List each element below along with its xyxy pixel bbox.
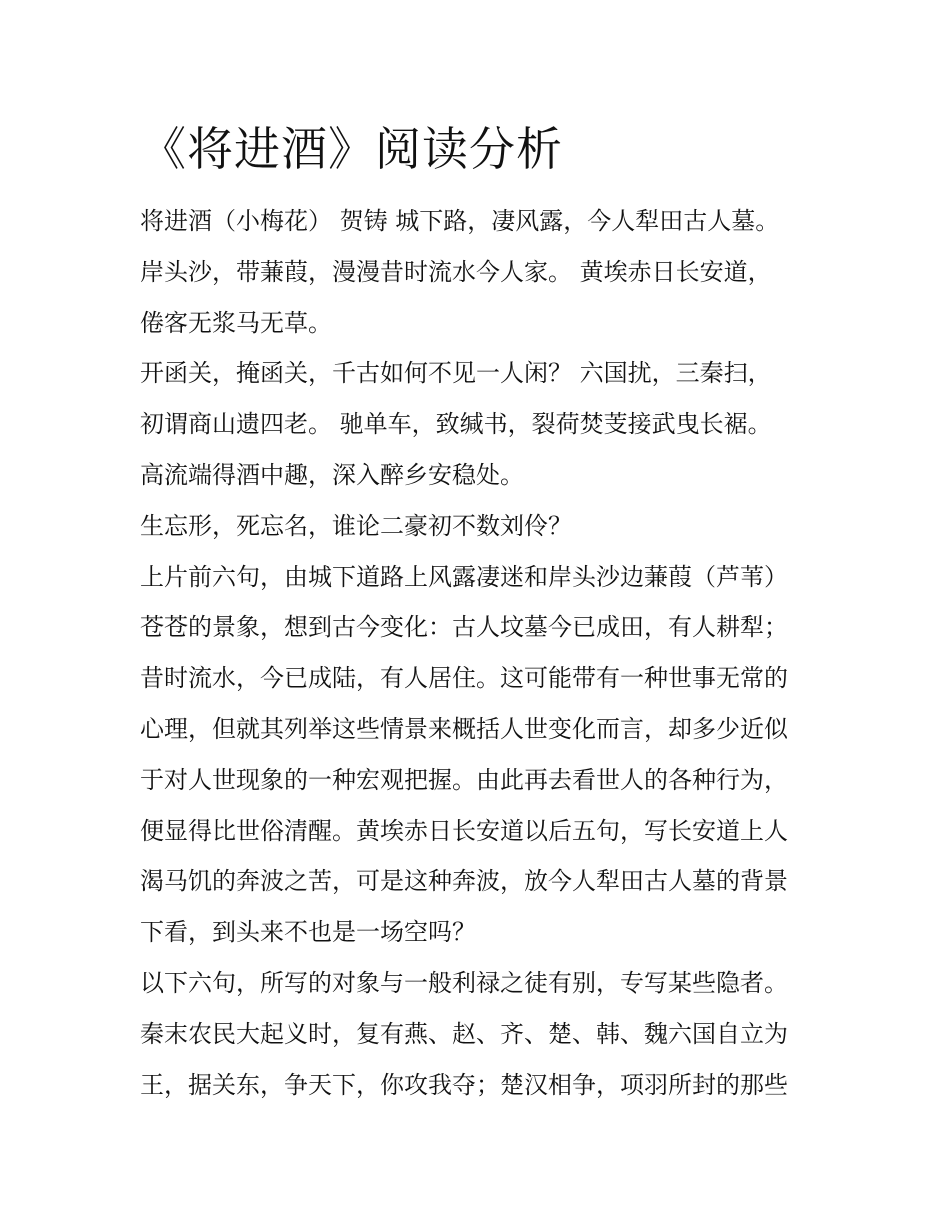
- text-line: 苍苍的景象，想到古今变化：古人坟墓今已成田，有人耕犁；: [140, 613, 788, 642]
- text-line: 秦末农民大起义时，复有燕、赵、齐、楚、韩、魏六国自立为: [140, 1019, 788, 1048]
- text-line: 生忘形，死忘名，谁论二豪初不数刘伶？: [140, 511, 572, 540]
- text-line: 王，据关东，争天下，你攻我夺；楚汉相争，项羽所封的那些: [140, 1070, 788, 1099]
- text-line: 以下六句，所写的对象与一般利禄之徒有别，专写某些隐者。: [140, 968, 788, 997]
- text-line: 于对人世现象的一种宏观把握。由此再去看世人的各种行为，: [140, 765, 788, 794]
- text-line: 昔时流水，今已成陆，有人居住。这可能带有一种世事无常的: [140, 664, 788, 693]
- text-line: 倦客无浆马无草。: [140, 308, 332, 337]
- text-line: 开函关，掩函关，千古如何不见一人闲？ 六国扰，三秦扫，: [140, 359, 772, 388]
- document-body: [140, 196, 830, 1110]
- text-line: 高流端得酒中趣，深入醉乡安稳处。: [140, 460, 524, 489]
- text-line: 岸头沙，带蒹葭，漫漫昔时流水今人家。 黄埃赤日长安道，: [140, 257, 772, 286]
- document-title: 《将进酒》阅读分析: [140, 122, 563, 176]
- text-line: 心理，但就其列举这些情景来概括人世变化而言，却多少近似: [140, 714, 788, 743]
- text-line: 渴马饥的奔波之苦，可是这种奔波，放今人犁田古人墓的背景: [140, 867, 788, 896]
- text-line: 下看，到头来不也是一场空吗？: [140, 918, 476, 947]
- text-line: 上片前六句，由城下道路上风露凄迷和岸头沙边蒹葭（芦苇）: [140, 562, 788, 591]
- text-line: 将进酒（小梅花） 贺铸 城下路，凄风露，今人犁田古人墓。: [140, 207, 780, 235]
- text-line: 便显得比世俗清醒。黄埃赤日长安道以后五句，写长安道上人: [140, 816, 788, 845]
- text-line: 初谓商山遗四老。 驰单车，致缄书，裂荷焚芰接武曳长裾。: [140, 410, 772, 439]
